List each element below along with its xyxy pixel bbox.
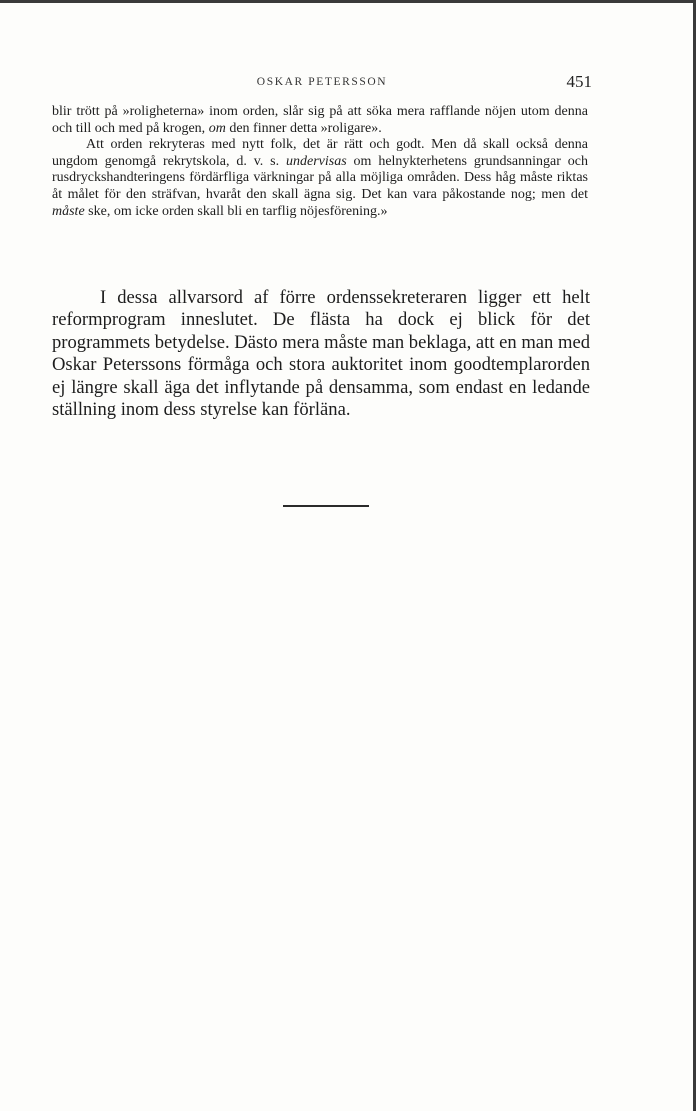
running-head (52, 72, 592, 94)
end-rule (283, 505, 369, 507)
quote-p2-text-c: om helnykterhetens grundsanningar och rusdryckshandteringens fördärfliga värkningar på alla möjliga områden. Dess håg måste riktas åt målet för den sträfvan, hvaråt den skall ägna sig. Det kan vara påkostande nog; men det (52, 153, 589, 202)
quote-p2-italic-1: undervisas (286, 153, 347, 169)
quote-p2-text-a: Att orden rekryteras med nytt folk, det är rätt och godt. Men då skall också denna ungdom genomgå rekrytskola, d. v. s. (52, 137, 588, 169)
quote-p2-text-e: ske, om icke orden skall bli en tarflig nöjesförening.» (84, 203, 388, 219)
quote-p1-text-a: blir trött på »roligheterna» inom orden, slår sig på att söka mera rafflande nöjen utom denna och till och med på krogen, (52, 104, 588, 136)
scan-edge-top (0, 0, 696, 3)
page-number: 451 (566, 72, 592, 91)
body-paragraph: I dessa allvarsord af förre ordenssekreteraren ligger ett helt reformprogram inneslutet. De flästa ha dock ej blick för det programmets betydelse. Dästo mera måste man beklaga, att en man med Oskar Peterssons förmåga och stora auktoritet inom goodtemplarorden ej längre skall äga det inflytande på densamma, som endast en ledande ställning inom dess styrelse kan förläna. (52, 287, 591, 421)
quote-p1-italic: om (208, 120, 226, 136)
quote-paragraph-2 (52, 137, 588, 220)
quote-p2-italic-2: måste (52, 203, 85, 219)
quoted-passage (52, 104, 588, 220)
running-title: OSKAR PETERSSON (256, 76, 388, 88)
body-text (52, 287, 590, 421)
quote-paragraph-1 (52, 104, 588, 137)
quote-p1-text-c: den finner detta »roligare». (225, 120, 382, 136)
